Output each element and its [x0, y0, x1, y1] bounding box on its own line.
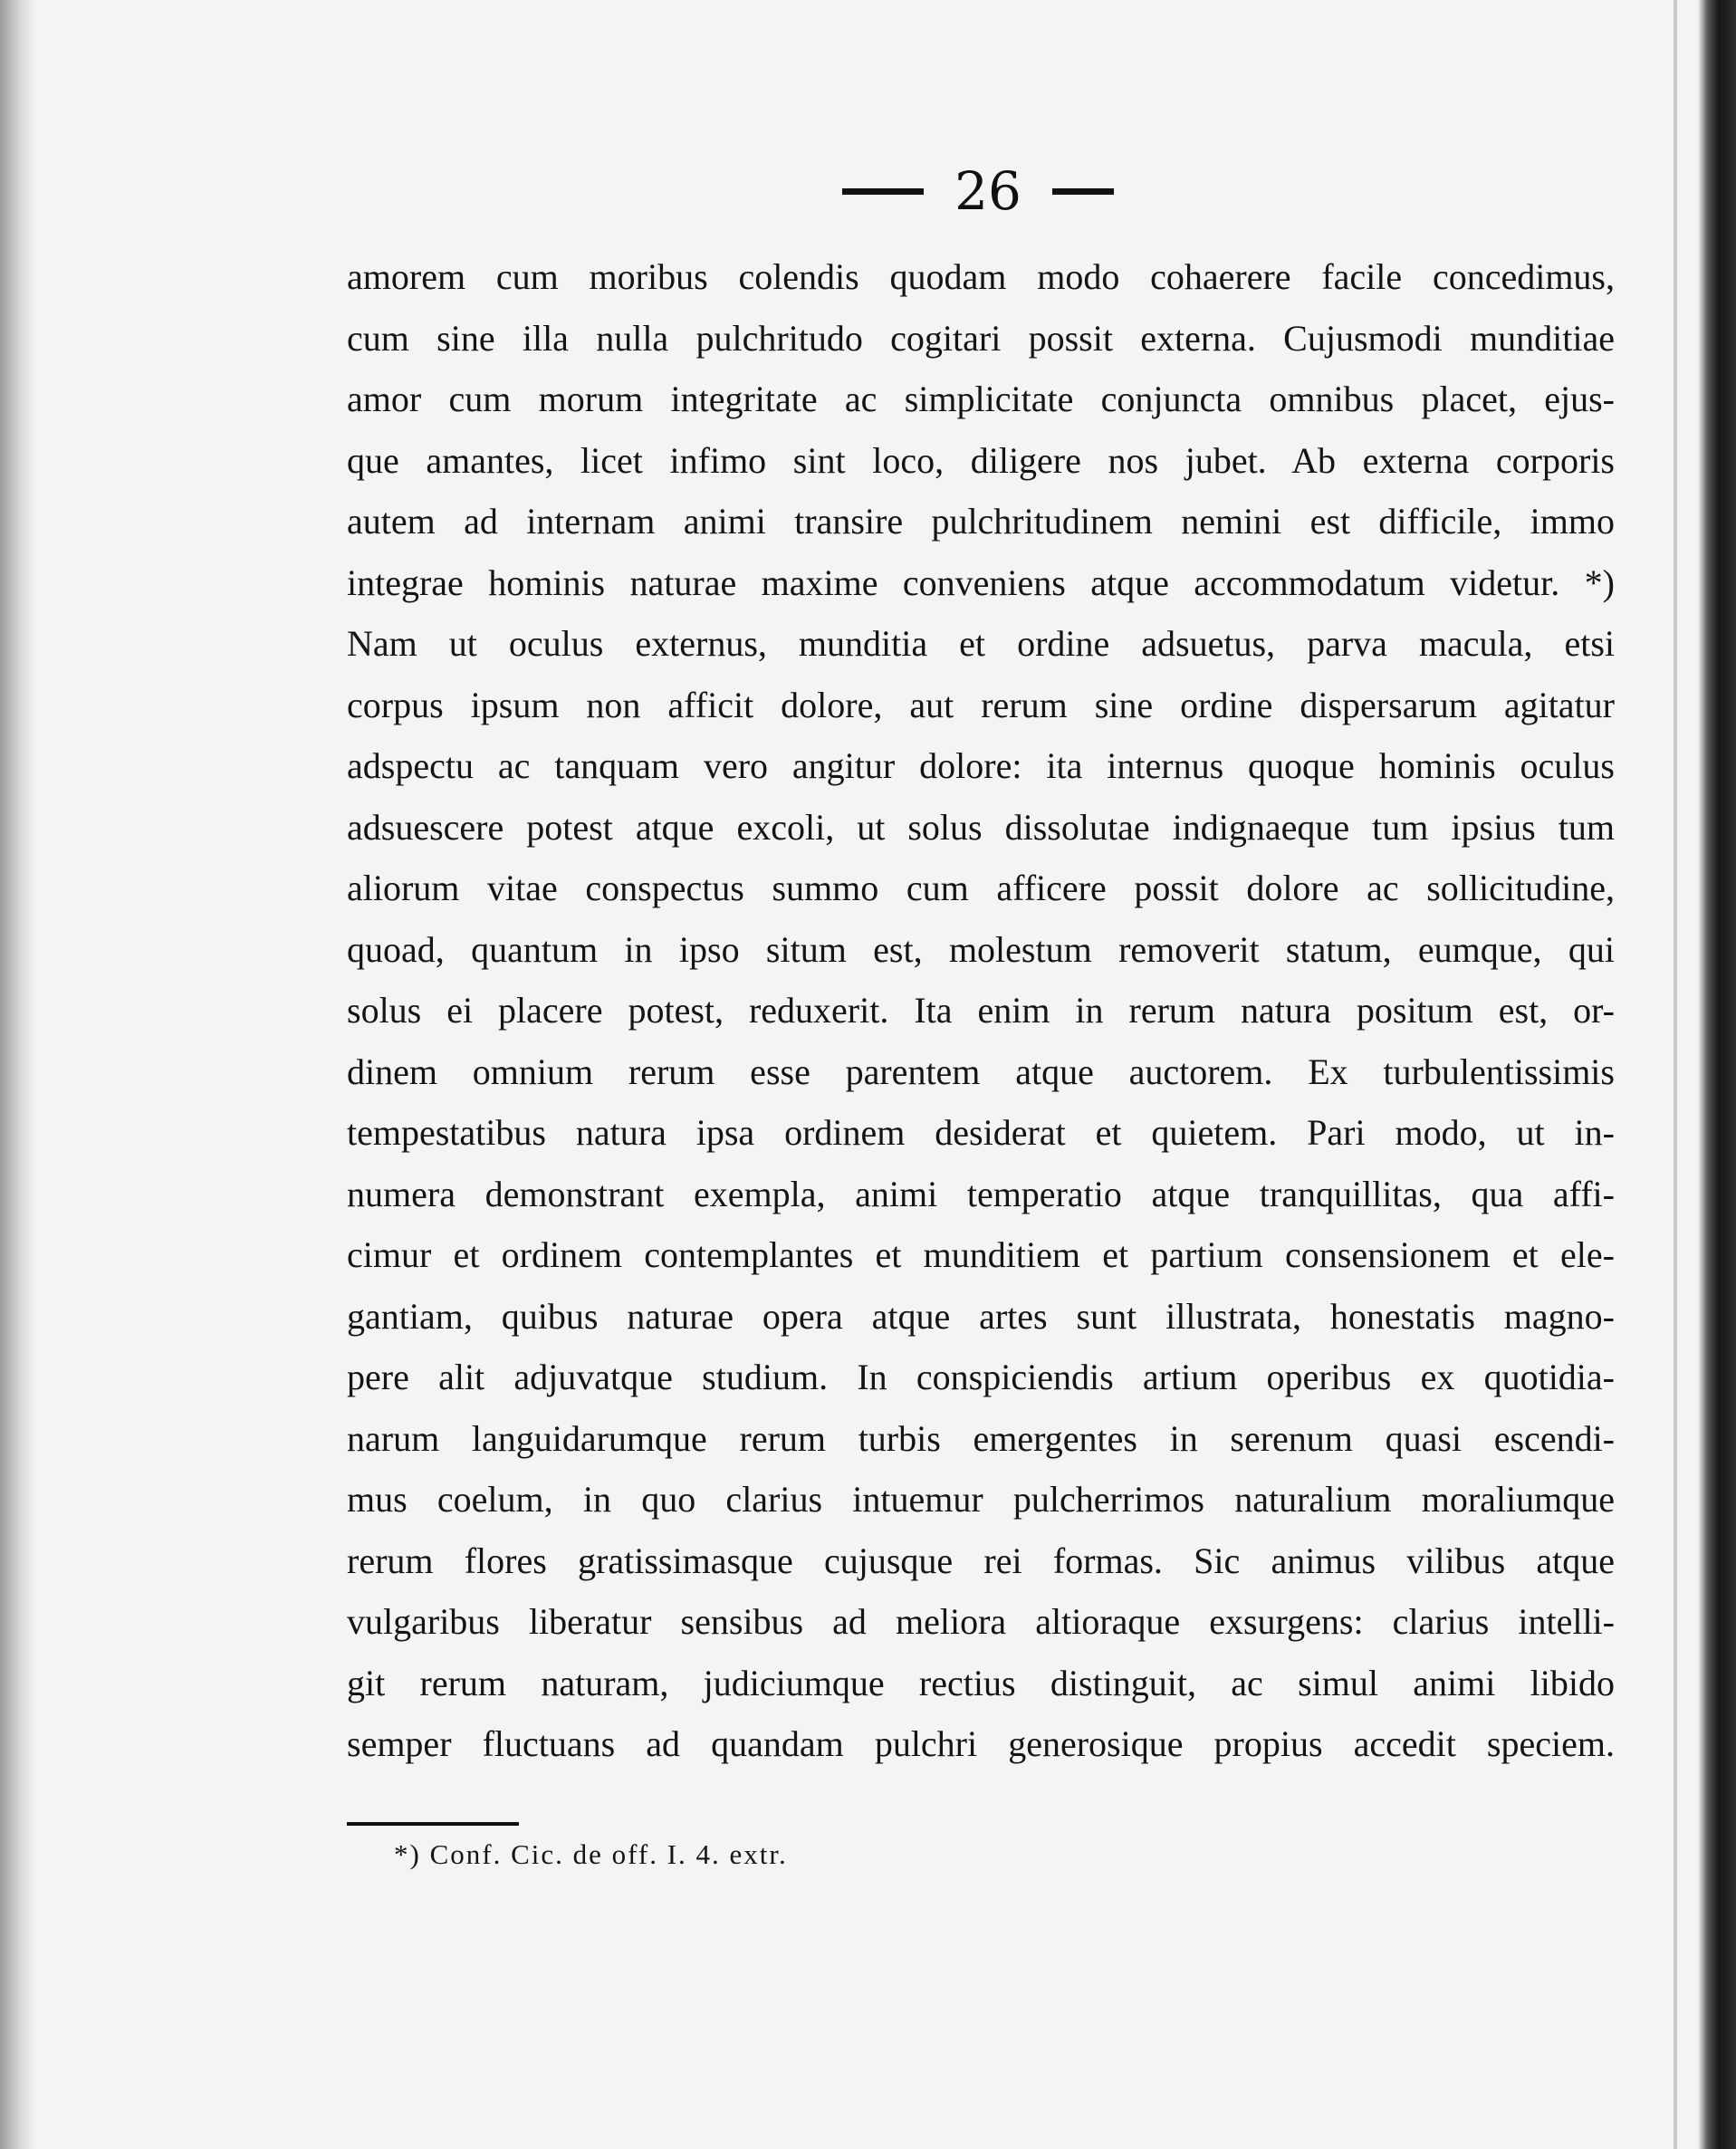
text-line: numera demonstrant exempla, animi temperatio atque tranquillitas, qua affi- — [347, 1173, 1615, 1214]
text-line: integrae hominis naturae maxime conveniens atque accommodatum videtur. *) — [347, 561, 1615, 603]
text-line: dinem omnium rerum esse parentem atque auctorem. Ex turbulentissimis — [347, 1051, 1615, 1092]
text-line: quoad, quantum in ipso situm est, molestum removerit statum, eumque, qui — [347, 928, 1615, 970]
text-line: cimur et ordinem contemplantes et munditiem et partium consensionem et ele- — [347, 1234, 1615, 1275]
text-line: cum sine illa nulla pulchritudo cogitari possit externa. Cujusmodi munditiae — [347, 317, 1615, 359]
text-line: amorem cum moribus colendis quodam modo cohaerere facile concedimus, — [347, 256, 1615, 297]
footnote-rule — [347, 1822, 519, 1826]
text-line: solus ei placere potest, reduxerit. Ita enim in rerum natura positum est, or- — [347, 990, 1615, 1031]
text-line: adsuescere potest atque excoli, ut solus dissolutae indignaeque tum ipsius tum — [347, 806, 1615, 848]
text-line: narum languidarumque rerum turbis emergentes in serenum quasi escendi- — [347, 1417, 1615, 1459]
text-line: gantiam, quibus naturae opera atque artes sunt illustrata, honestatis magno- — [347, 1295, 1615, 1337]
header-dash-right — [1052, 188, 1114, 195]
text-line: mus coelum, in quo clarius intuemur pulcherrimos naturalium moraliumque — [347, 1479, 1615, 1520]
text-line: Nam ut oculus externus, munditia et ordine adsuetus, parva macula, etsi — [347, 623, 1615, 664]
text-line: que amantes, licet infimo sint loco, diligere nos jubet. Ab externa corporis — [347, 439, 1615, 481]
text-line: aliorum vitae conspectus summo cum afficere possit dolore ac sollicitudine, — [347, 868, 1615, 908]
text-line: tempestatibus natura ipsa ordinem desiderat et quietem. Pari modo, ut in- — [347, 1112, 1615, 1153]
page-edge — [1674, 0, 1677, 2149]
body-text — [347, 246, 1615, 1775]
text-line: autem ad internam animi transire pulchritudinem nemini est difficile, immo — [347, 501, 1615, 542]
left-page-shadow — [0, 0, 36, 2149]
page-header — [833, 160, 1123, 222]
text-line: adspectu ac tanquam vero angitur dolore: ita internus quoque hominis oculus — [347, 745, 1615, 786]
page-number: 26 — [954, 160, 1021, 222]
header-dash-left — [842, 188, 924, 195]
book-spine — [1698, 0, 1736, 2149]
text-line: semper fluctuans ad quandam pulchri generosique propius accedit speciem. — [347, 1723, 1615, 1764]
text-line: pere alit adjuvatque studium. In conspiciendis artium operibus ex quotidia- — [347, 1357, 1615, 1397]
footnote: *) Conf. Cic. de off. I. 4. extr. — [394, 1838, 788, 1870]
text-line: git rerum naturam, judiciumque rectius distinguit, ac simul animi libido — [347, 1662, 1615, 1703]
text-line: rerum flores gratissimasque cujusque rei formas. Sic animus vilibus atque — [347, 1540, 1615, 1581]
text-line: amor cum morum integritate ac simplicitate conjuncta omnibus placet, ejus- — [347, 379, 1615, 419]
text-line: corpus ipsum non afficit dolore, aut rerum sine ordine dispersarum agitatur — [347, 684, 1615, 725]
text-line: vulgaribus liberatur sensibus ad meliora altioraque exsurgens: clarius intelli- — [347, 1601, 1615, 1642]
